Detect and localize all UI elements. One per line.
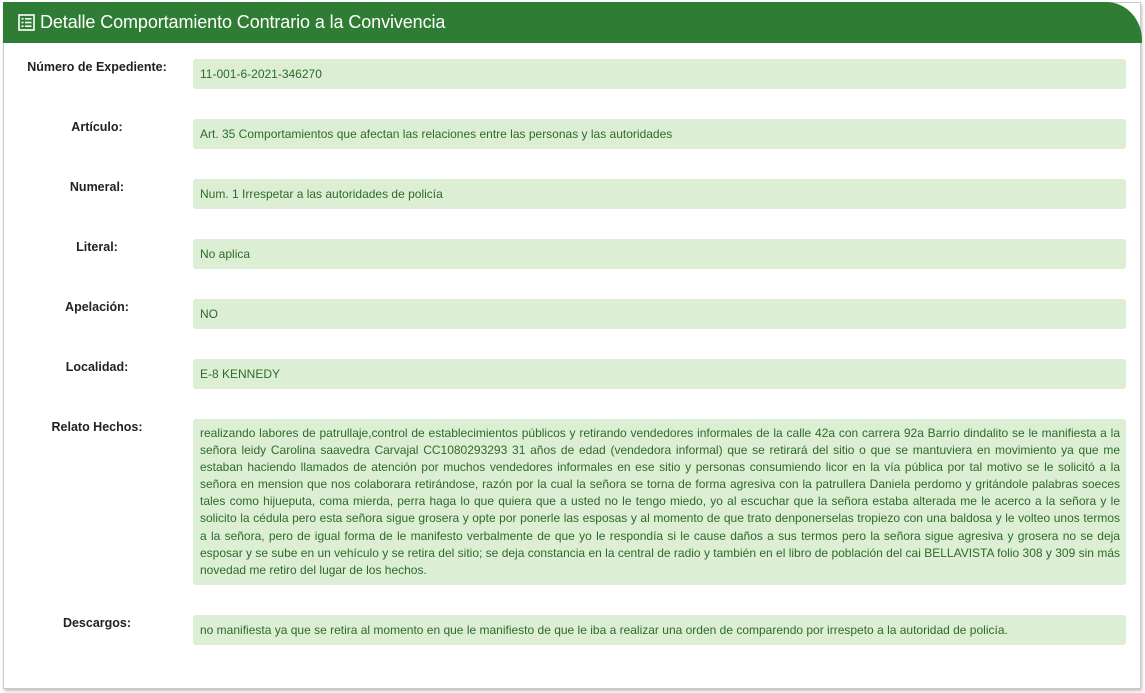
articulo-label: Artículo: — [71, 120, 123, 134]
apelacion-value: NO — [193, 299, 1126, 329]
localidad-label: Localidad: — [65, 360, 129, 374]
literal-label: Literal: — [76, 240, 118, 254]
descargos-label: Descargos: — [62, 616, 132, 630]
expediente-value: 11-001-6-2021-346270 — [193, 59, 1126, 89]
literal-value: No aplica — [193, 239, 1126, 269]
numeral-value: Num. 1 Irrespetar a las autoridades de policía — [193, 179, 1126, 209]
list-icon — [17, 13, 36, 32]
articulo-value: Art. 35 Comportamientos que afectan las relaciones entre las personas y las autoridades — [193, 119, 1126, 149]
descargos-value: no manifiesta ya que se retira al momento en que le manifiesto de que le iba a realizar una orden de comparendo por irrespeto a la autoridad de policía. — [193, 615, 1126, 645]
relato-label: Relato Hechos: — [51, 420, 143, 434]
page-title: Detalle Comportamiento Contrario a la Convivencia — [40, 12, 446, 32]
detail-panel — [3, 2, 1141, 689]
expediente-label: Número de Expediente: — [27, 60, 167, 74]
panel-header — [3, 2, 1142, 43]
apelacion-label: Apelación: — [65, 300, 129, 314]
relato-value: realizando labores de patrullaje,control de establecimientos públicos y retirando vendedores informales de la calle 42a con carrera 92a Barrio dindalito se le manifiesta a la señora leidy Carolina saavedra Carvajal CC1080293293 31 años de edad (vendedora informal) que se retirará del sitio o que se mantuviera en movimiento ya que me estaban haciendo llamados de atención por muchos vendedores informales en ese sitio y personas consumiendo licor en la vía pública por tal motivo se le solicitó a la señora en mension que nos colaborara retirándose, razón por la cual la señora se torna de forma agresiva con la patrullera Daniela perdomo y gritándole palabras soeces tales como hijueputa, coma mierda, perra haga lo que quiera que a usted no le tengo miedo, yo al escuchar que la señora estaba alterada me le acerco a la señora y le solicito la cédula pero esta señora sigue grosera y opte por ponerle las esposas y al momento de que trato denponerselas tropiezo con una baldosa y le volteo unos termos a la señora, pero de igual forma de le manifesto verbalmente de que yo le respondía si le cause daños a sus termos pero la señora sigue agresiva y grosera no se deja esposar y se sube en un vehículo y se retira del sitio; se deja constancia en la central de radio y también en el libro de población del cai BELLAVISTA folio 308 y 309 sin más novedad me retiro del lugar de los hechos. — [193, 419, 1126, 585]
numeral-label: Numeral: — [69, 180, 125, 194]
localidad-value: E-8 KENNEDY — [193, 359, 1126, 389]
